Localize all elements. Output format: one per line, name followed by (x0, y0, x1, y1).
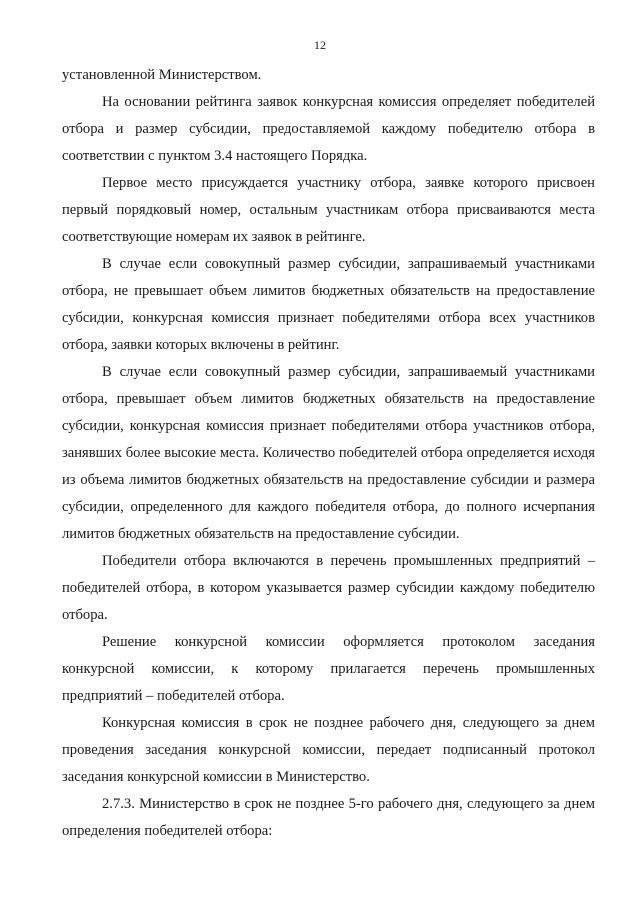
paragraph-exceeds-limits: В случае если совокупный размер субсидии, запрашиваемый участниками отбора, превышает объем лимитов бюджетных обязательств на предоставление субсидии, конкурсная комиссия признает победителями отбора участников отбора, занявших более высокие места. Количество победителей отбора определяется исходя из объема лимитов бюджетных обязательств на предоставление субсидии и размера субсидии, определенного для каждого победителя отбора, до полного исчерпания лимитов бюджетных обязательств на предоставление субсидии. (62, 364, 595, 542)
paragraph-within-limits: В случае если совокупный размер субсидии, запрашиваемый участниками отбора, не превышает объем лимитов бюджетных обязательств на предоставление субсидии, конкурсная комиссия признает победителями отбора всех участников отбора, заявки которых включены в рейтинг. (62, 256, 595, 353)
document-body (62, 62, 595, 845)
paragraph-winners-list: Победители отбора включаются в перечень промышленных предприятий – победителей отбора, в котором указывается размер субсидии каждому победителю отбора. (62, 553, 595, 623)
paragraph-protocol: Решение конкурсной комиссии оформляется протоколом заседания конкурсной комиссии, к которому прилагается перечень промышленных предприятий – победителей отбора. (62, 634, 595, 704)
paragraph-first-place: Первое место присуждается участнику отбора, заявке которого присвоен первый порядковый номер, остальным участникам отбора присваиваются места соответствующие номерам их заявок в рейтинге. (62, 175, 595, 245)
paragraph-winners-determination: На основании рейтинга заявок конкурсная комиссия определяет победителей отбора и размер субсидии, предоставляемой каждому победителю отбора в соответствии с пунктом 3.4 настоящего Порядка. (62, 94, 595, 164)
paragraph-transfer-protocol: Конкурсная комиссия в срок не позднее рабочего дня, следующего за днем проведения заседания конкурсной комиссии, передает подписанный протокол заседания конкурсной комиссии в Министерство. (62, 715, 595, 785)
page-number: 12 (314, 38, 326, 52)
paragraph-continuation: установленной Министерством. (62, 67, 262, 83)
paragraph-clause-2-7-3: 2.7.3. Министерство в срок не позднее 5-го рабочего дня, следующего за днем определения победителей отбора: (62, 796, 595, 839)
